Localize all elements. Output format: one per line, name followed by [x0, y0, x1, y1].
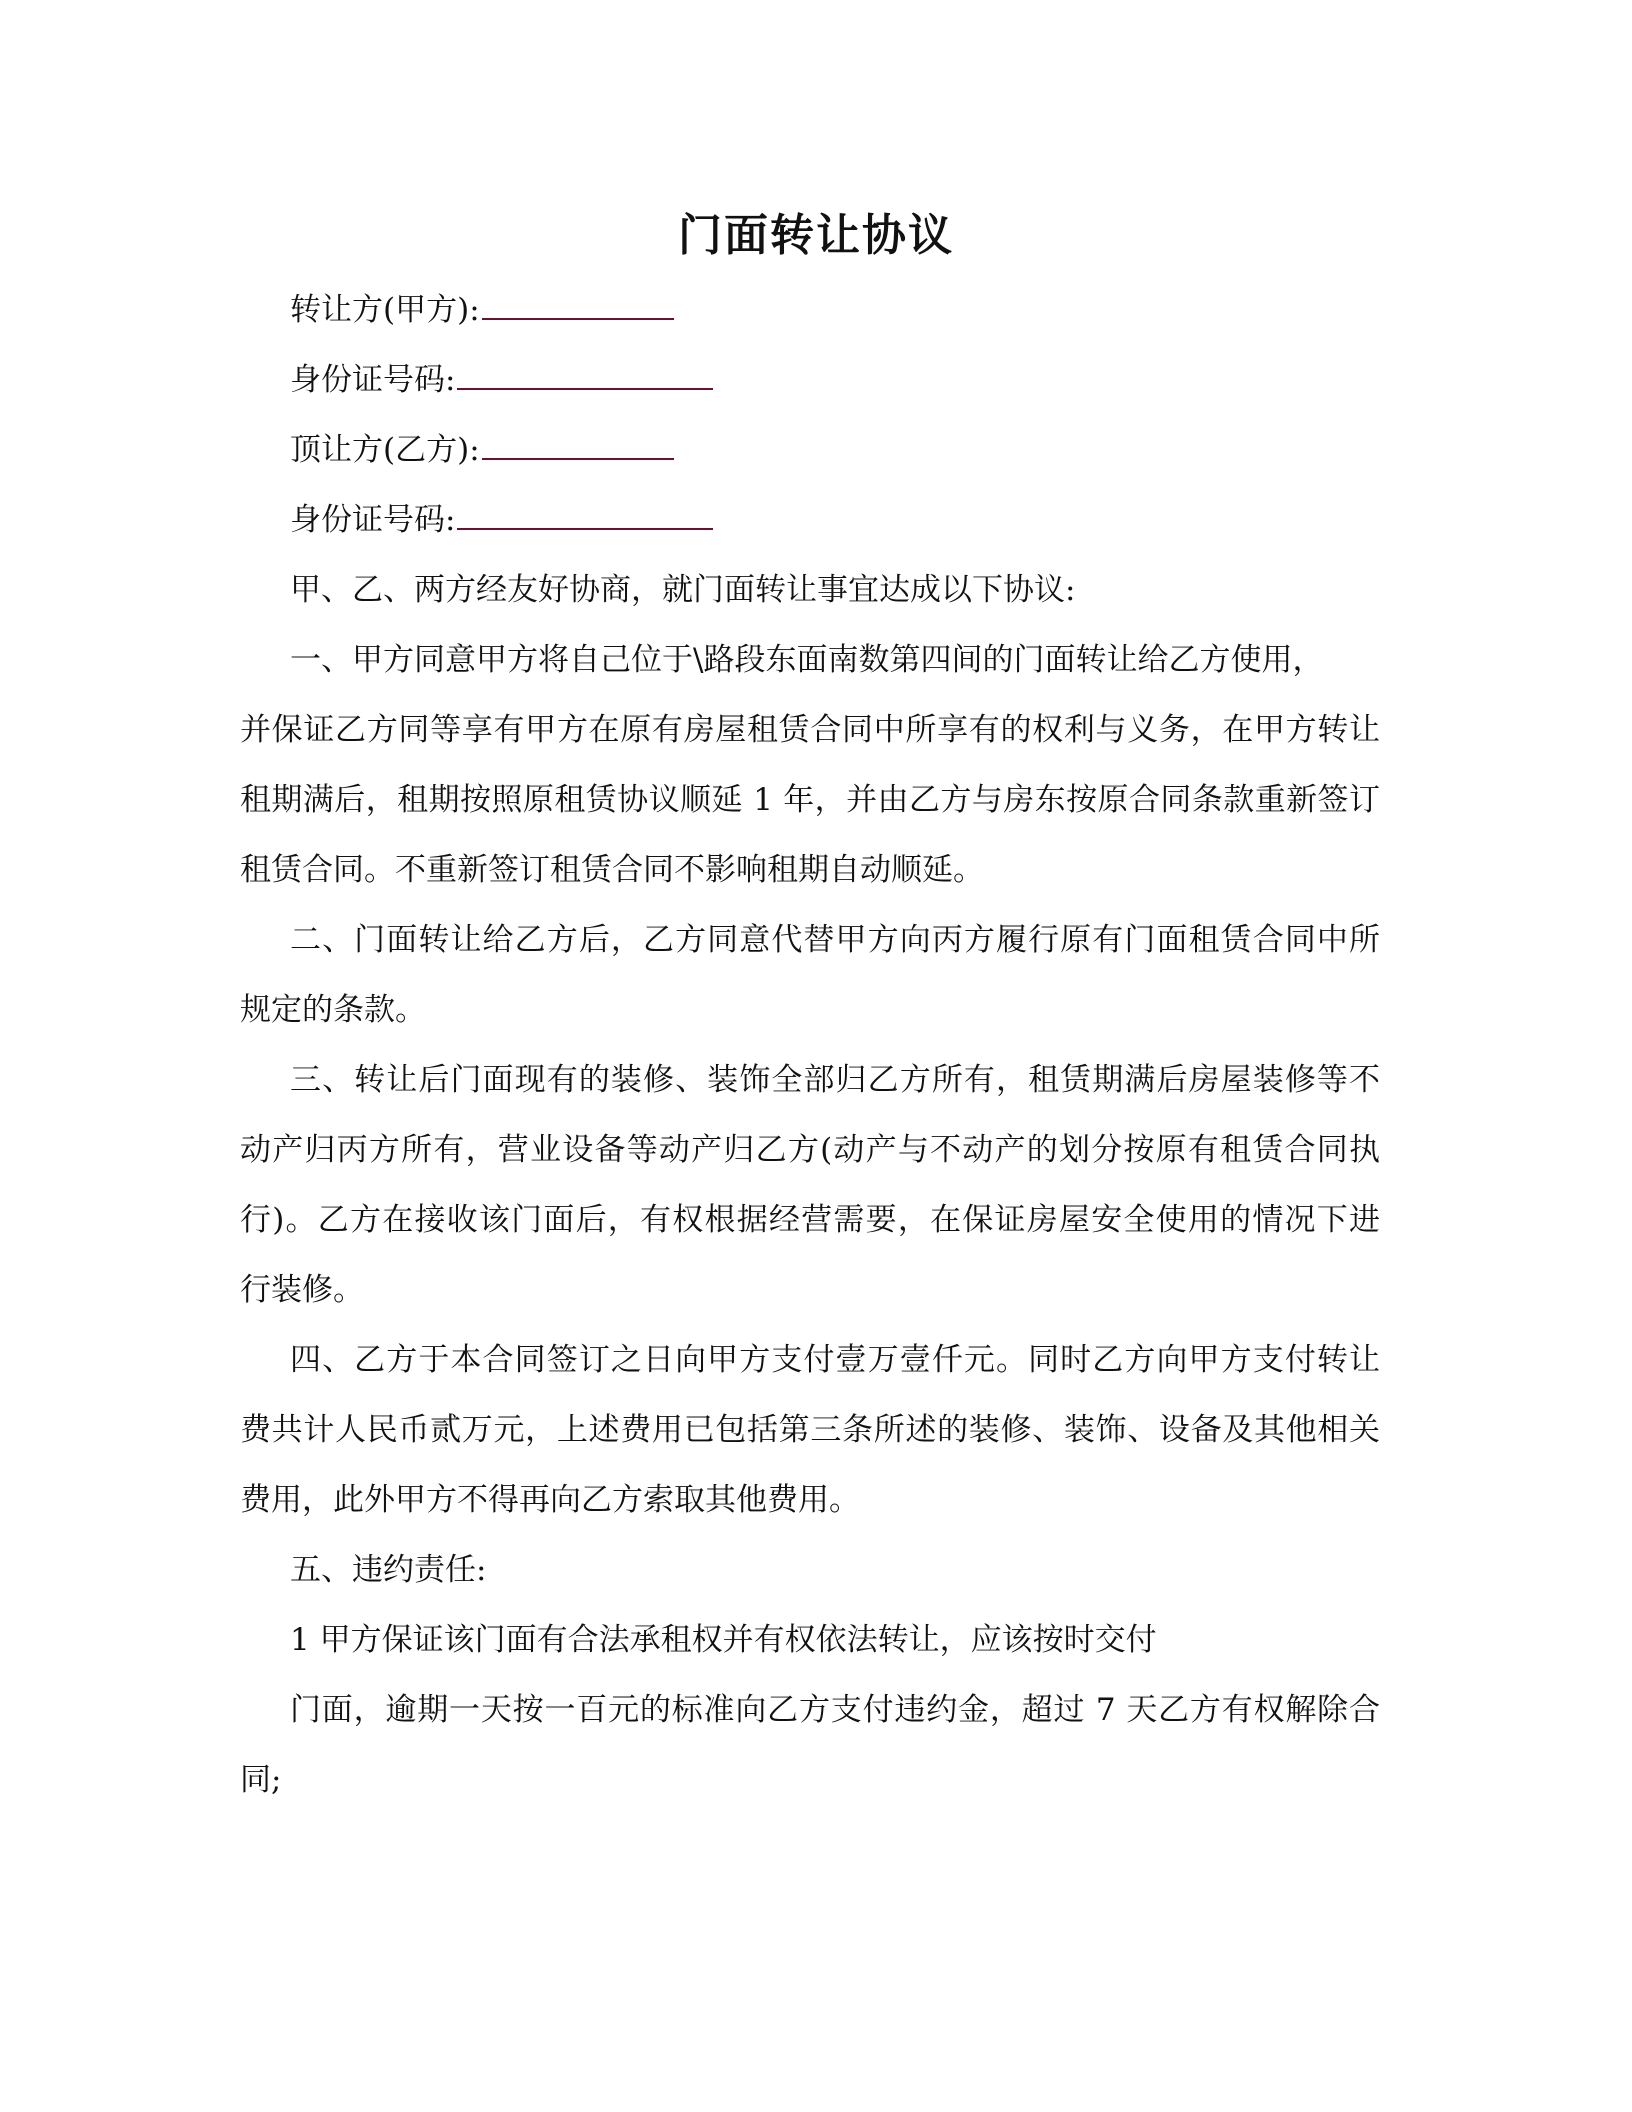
clause1-line: 租赁合同。不重新签订租赁合同不影响租期自动顺延。: [240, 852, 984, 888]
clause3-line: 三、转让后门面现有的装修、装饰全部归乙方所有，租赁期满后房屋装修等不: [290, 1062, 1380, 1098]
transferee-label: 顶让方(乙方):: [290, 432, 480, 468]
clause5-item1-cont: 门面，逾期一天按一百元的标准向乙方支付违约金，超过 7 天乙方有权解除合: [290, 1692, 1380, 1728]
transferor-label: 转让方(甲方):: [290, 292, 480, 328]
transferee-field: [290, 428, 674, 472]
transferee-id-blank[interactable]: [457, 524, 713, 530]
clause5-item1-cont: 同;: [240, 1762, 282, 1798]
transferor-blank[interactable]: [482, 314, 674, 320]
clause5-item1: 1 甲方保证该门面有合法承租权并有权依法转让，应该按时交付: [290, 1622, 1157, 1658]
clause2-line: 规定的条款。: [240, 992, 426, 1028]
clause5-heading: 五、违约责任:: [290, 1552, 487, 1588]
clause4-line: 费共计人民币贰万元，上述费用已包括第三条所述的装修、装饰、设备及其他相关: [240, 1412, 1380, 1448]
transferor-id-label: 身份证号码:: [290, 362, 456, 398]
document-title: 门面转让协议: [678, 210, 954, 261]
intro-paragraph: 甲、乙、两方经友好协商，就门面转让事宜达成以下协议:: [290, 572, 1076, 608]
clause4-line: 四、乙方于本合同签订之日向甲方支付壹万壹仟元。同时乙方向甲方支付转让: [290, 1342, 1380, 1378]
clause3-line: 动产归丙方所有，营业设备等动产归乙方(动产与不动产的划分按原有租赁合同执: [240, 1132, 1380, 1168]
transferor-id-field: [290, 358, 713, 402]
transferor-id-blank[interactable]: [457, 384, 713, 390]
transferee-id-label: 身份证号码:: [290, 502, 456, 538]
clause1-line: 一、甲方同意甲方将自己位于\路段东面南数第四间的门面转让给乙方使用，: [290, 642, 1324, 678]
clause2-line: 二、门面转让给乙方后，乙方同意代替甲方向丙方履行原有门面租赁合同中所: [290, 922, 1380, 958]
clause4-line: 费用，此外甲方不得再向乙方索取其他费用。: [240, 1482, 860, 1518]
clause1-line: 租期满后，租期按照原租赁协议顺延 1 年，并由乙方与房东按原合同条款重新签订: [240, 782, 1380, 818]
clause1-line: 并保证乙方同等享有甲方在原有房屋租赁合同中所享有的权利与义务，在甲方转让: [240, 712, 1380, 748]
clause3-line: 行装修。: [240, 1272, 364, 1308]
transferor-field: [290, 288, 674, 332]
transferee-blank[interactable]: [482, 454, 674, 460]
clause3-line: 行)。乙方在接收该门面后，有权根据经营需要，在保证房屋安全使用的情况下进: [240, 1202, 1380, 1238]
transferee-id-field: [290, 498, 713, 542]
